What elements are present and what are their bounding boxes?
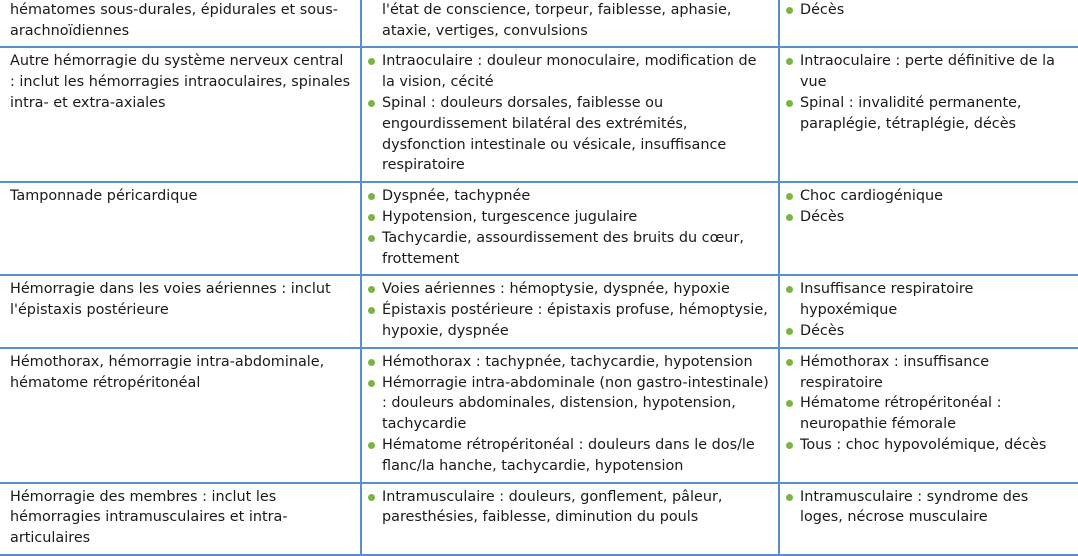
sign-item: [366, 186, 770, 207]
condition-cell: [0, 348, 361, 483]
condition-cell: [0, 182, 361, 275]
bullet-dot-icon: [786, 193, 793, 200]
sign-item-text: Intraoculaire : douleur monoculaire, modification de la vision, cécité: [382, 53, 757, 91]
complication-item: [784, 186, 1072, 207]
bullet-dot-icon: [368, 100, 375, 107]
complication-item-text: Tous : choc hypovolémique, décès: [800, 436, 1047, 453]
bullet-dot-icon: [368, 307, 375, 314]
sign-item: [366, 279, 770, 300]
complication-item-text: Intraoculaire : perte définitive de la vue: [800, 53, 1055, 91]
complications-cell: [779, 47, 1078, 182]
complication-item: [784, 0, 1072, 21]
sign-item-text: Hémorragie intra-abdominale (non gastro-intestinale) : douleurs abdominales, distension, hypotension, tachycardie: [382, 374, 769, 433]
bullet-list: [366, 279, 770, 341]
bullet-dot-icon: [368, 359, 375, 366]
bullet-dot-icon: [786, 286, 793, 293]
complication-item-text: Intramusculaire : syndrome des loges, nécrose musculaire: [800, 488, 1029, 526]
signs-cell: [361, 47, 779, 182]
sign-item: [366, 228, 770, 270]
signs-cell: [361, 348, 779, 483]
sign-item: [366, 435, 770, 477]
condition-text: Tamponnade péricardique: [10, 188, 198, 205]
bullet-dot-icon: [786, 100, 793, 107]
bullet-dot-icon: [368, 494, 375, 501]
bullet-list: [784, 352, 1072, 456]
complication-item-text: Hémothorax : insuffisance respiratoire: [800, 353, 990, 391]
bullet-dot-icon: [368, 380, 375, 387]
sign-item-text: Spinal : douleurs dorsales, faiblesse ou engourdissement bilatéral des extrémités, dysfonction intestinale ou vésicale, insuffisance respiratoire: [382, 94, 727, 174]
complication-item: [784, 352, 1072, 394]
condition-text: Hémorragie des membres : inclut les hémorragies intramusculaires et intra-articulaires: [10, 488, 288, 547]
signs-cell: [361, 483, 779, 555]
bullet-list: [366, 487, 770, 529]
sign-item-text: Épistaxis postérieure : épistaxis profuse, hémoptysie, hypoxie, dyspnée: [382, 302, 768, 339]
bullet-dot-icon: [368, 442, 375, 449]
sign-item: [366, 373, 770, 435]
sign-item-text: l'état de conscience, torpeur, faiblesse, aphasie, ataxie, vertiges, convulsions: [382, 1, 732, 39]
bullet-list: [366, 0, 770, 41]
bullet-list: [784, 487, 1072, 529]
table-row: [0, 47, 1078, 182]
sign-item: [366, 93, 770, 176]
complication-item: [784, 279, 1072, 321]
sign-item-text: Intramusculaire : douleurs, gonflement, pâleur, paresthésies, faiblesse, diminution du pouls: [382, 488, 723, 526]
sign-item-text: Hypotension, turgescence jugulaire: [382, 208, 638, 225]
signs-cell: [361, 275, 779, 347]
condition-cell: [0, 0, 361, 47]
complications-cell: [779, 483, 1078, 555]
bullet-dot-icon: [786, 328, 793, 335]
condition-text: Hémorragie dans les voies aériennes : inclut l'épistaxis postérieure: [10, 281, 331, 319]
bullet-list: [784, 51, 1072, 134]
complication-item-text: Spinal : invalidité permanente, paraplégie, tétraplégie, décès: [800, 94, 1022, 132]
sign-item: [366, 487, 770, 529]
complication-item: [784, 93, 1072, 135]
bullet-list: [784, 0, 1072, 21]
complication-item-text: Hématome rétropéritonéal : neuropathie fémorale: [800, 395, 1002, 433]
table-row: [0, 483, 1078, 555]
sign-item: [366, 300, 770, 342]
bullet-list: [366, 186, 770, 269]
bullet-dot-icon: [786, 58, 793, 65]
bullet-dot-icon: [368, 58, 375, 65]
bullet-dot-icon: [786, 442, 793, 449]
complication-item: [784, 207, 1072, 228]
bullet-dot-icon: [786, 359, 793, 366]
signs-cell: [361, 0, 779, 47]
bullet-dot-icon: [786, 214, 793, 221]
sign-item: [366, 207, 770, 228]
bullet-dot-icon: [786, 400, 793, 407]
condition-text: hématomes sous-durales, épidurales et sous-arachnoïdiennes: [10, 1, 338, 39]
table-row: [0, 348, 1078, 483]
condition-cell: [0, 275, 361, 347]
sign-item: [366, 51, 770, 93]
sign-item-text: Dyspnée, tachypnée: [382, 188, 531, 205]
condition-cell: [0, 483, 361, 555]
complication-item: [784, 51, 1072, 93]
bullet-dot-icon: [786, 494, 793, 501]
sign-item-text: Voies aériennes : hémoptysie, dyspnée, hypoxie: [382, 281, 730, 298]
complication-item-text: Décès: [800, 208, 845, 225]
complication-item-text: Décès: [800, 322, 845, 339]
sign-item-text: Tachycardie, assourdissement des bruits du cœur, frottement: [382, 229, 744, 267]
table-row: [0, 275, 1078, 347]
complications-cell: [779, 275, 1078, 347]
sign-item: [366, 352, 770, 373]
sign-item-text: Hémothorax : tachypnée, tachycardie, hypotension: [382, 353, 753, 370]
complication-item: [784, 435, 1072, 456]
complication-item: [784, 393, 1072, 435]
bullet-list: [784, 186, 1072, 228]
condition-text: Autre hémorragie du système nerveux central : inclut les hémorragies intraoculaires, spinales intra- et extra-axiales: [10, 53, 351, 111]
table-row: [0, 0, 1078, 47]
complication-item: [784, 487, 1072, 529]
bullet-dot-icon: [368, 286, 375, 293]
bullet-dot-icon: [368, 235, 375, 242]
table-row: [0, 182, 1078, 275]
bullet-dot-icon: [786, 7, 793, 14]
complication-item: [784, 321, 1072, 342]
condition-text: Hémothorax, hémorragie intra-abdominale, hématome rétropéritonéal: [10, 353, 325, 391]
complications-cell: [779, 182, 1078, 275]
complications-cell: [779, 0, 1078, 47]
complication-item-text: Choc cardiogénique: [800, 188, 944, 205]
bullet-list: [366, 352, 770, 477]
complication-item-text: Décès: [800, 1, 845, 18]
complication-item-text: Insuffisance respiratoire hypoxémique: [800, 281, 974, 319]
sign-item-text: Hématome rétropéritonéal : douleurs dans le dos/le flanc/la hanche, tachycardie, hypotension: [382, 436, 755, 474]
complications-cell: [779, 348, 1078, 483]
sign-item: [366, 0, 770, 41]
bullet-list: [366, 51, 770, 176]
bullet-dot-icon: [368, 214, 375, 221]
bullet-dot-icon: [368, 193, 375, 200]
bullet-list: [784, 279, 1072, 341]
condition-cell: [0, 47, 361, 182]
signs-cell: [361, 182, 779, 275]
